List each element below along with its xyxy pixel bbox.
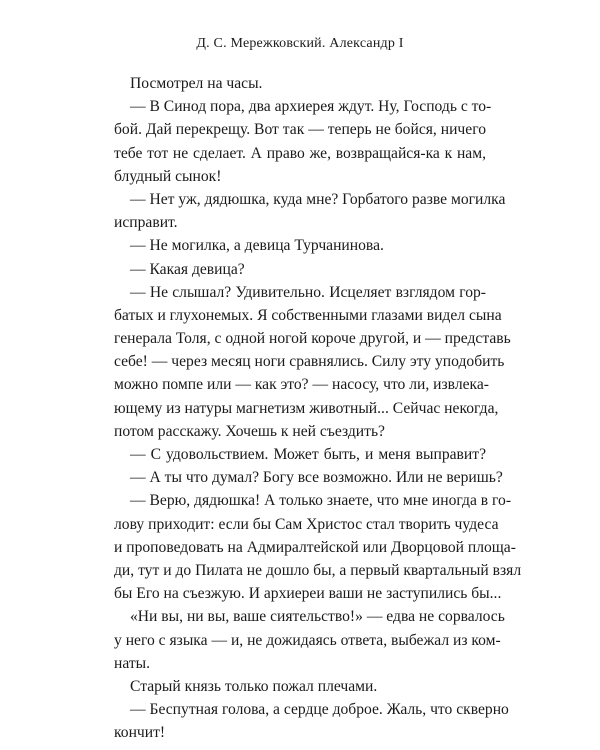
running-header: Д. С. Мережковский. Александр I [196, 36, 404, 51]
text-line: у него с языка — и, не дожидаясь ответа, выбежал из ком- [114, 631, 501, 649]
text-line: — В Синод пора, два архиерея ждут. Ну, Господь с то- [130, 98, 492, 116]
text-line: — Беспутная голова, а сердце доброе. Жаль, что скверно [130, 701, 509, 719]
text-line: тебе тот не сделает. А право же, возвращайся-ка к нам, [114, 144, 486, 162]
text-line: «Ни вы, ни вы, ваше сиятельство!» — едва не сорвалось [130, 608, 505, 626]
text-line: ющему из натуры магнетизм животный... Сейчас некогда, [114, 399, 499, 417]
text-line: — А ты что думал? Богу все возможно. Или не веришь? [130, 469, 503, 487]
page-body-text [114, 72, 522, 744]
text-line: блудный сынок! [114, 167, 222, 185]
text-line: генерала Толя, с одной ногой короче другой, и — представь [114, 330, 511, 348]
text-line: можно помпе или — как это? — насосу, что ли, извлека- [114, 376, 489, 394]
text-line: Посмотрел на часы. [130, 75, 263, 92]
text-line: потом расскажу. Хочешь к ней съездить? [114, 422, 385, 440]
text-line: себе! — через месяц ноги сравнялись. Силу эту уподобить [114, 353, 505, 371]
text-line: — С удовольствием. Может быть, и меня выправит? [130, 446, 486, 463]
text-line: бой. Дай перекрещу. Вот так — теперь не бойся, ничего [114, 121, 486, 139]
text-line: — Не могилка, а девица Турчанинова. [130, 237, 384, 255]
text-line: бы Его на съезжую. И архиереи ваши не заступились бы... [114, 585, 502, 603]
text-line: и проповедовать на Адмиралтейской или Дворцовой площа- [114, 538, 516, 556]
text-line: — Какая девица? [130, 260, 245, 278]
text-line: — Не слышал? Удивительно. Исцеляет взглядом гор- [130, 283, 486, 301]
text-line: Старый князь только пожал плечами. [130, 677, 378, 695]
text-line: исправит. [114, 214, 178, 232]
text-line: батых и глухонемых. Я собственными глазами видел сына [114, 306, 502, 324]
text-line: — Верю, дядюшка! А только знаете, что мне иногда в го- [130, 492, 512, 510]
text-line: кончит! [114, 724, 166, 742]
text-line: — Нет уж, дядюшка, куда мне? Горбатого разве могилка [130, 190, 506, 208]
text-line: наты. [114, 654, 151, 672]
text-line: ди, тут и до Пилата не дошло бы, а первый квартальный взял [114, 561, 522, 579]
text-line: лову приходит: если бы Сам Христос стал творить чудеса [114, 515, 499, 533]
